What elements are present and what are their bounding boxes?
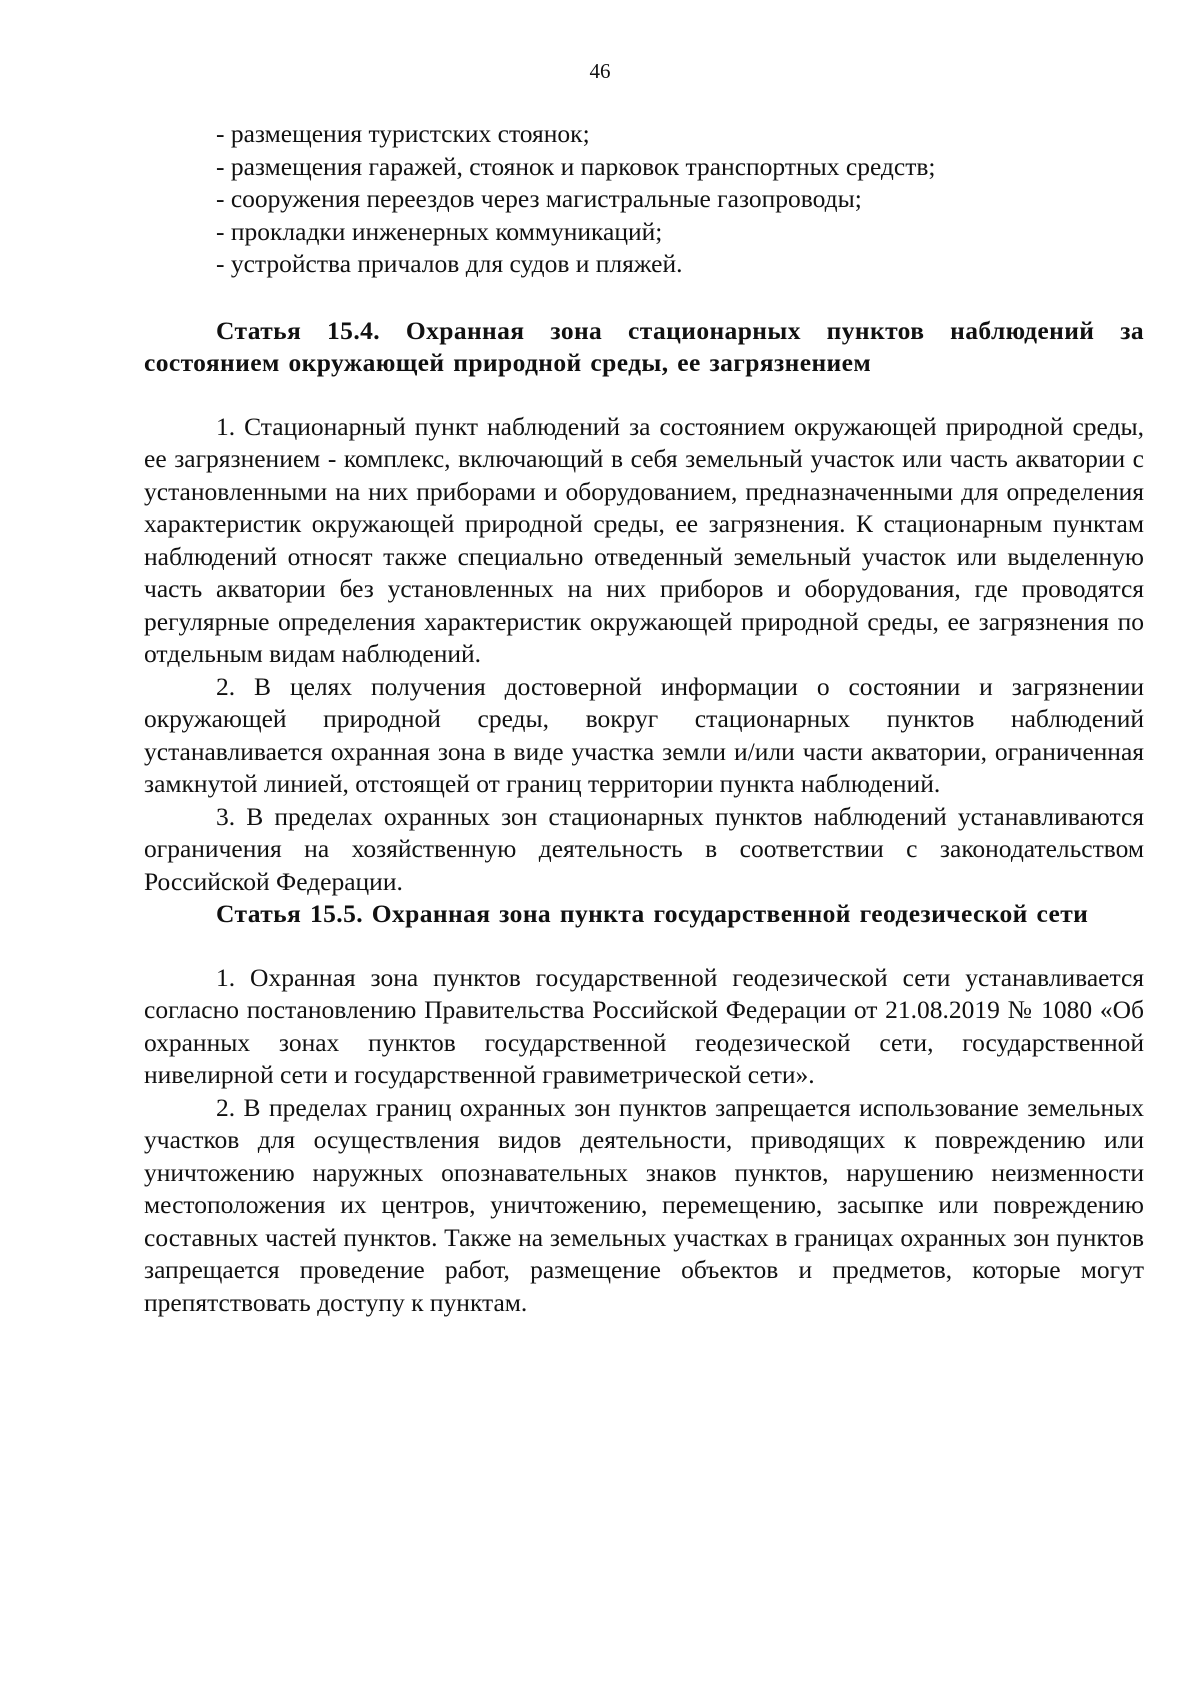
- list-item: - сооружения переездов через магистральные газопроводы;: [216, 184, 862, 213]
- paragraph: 2. В целях получения достоверной информации о состоянии и загрязнении окружающей природной среды, вокруг стационарных пунктов наблюдений устанавливается охранная зона в виде участка земли и/или части акватории, ограниченная замкнутой линией, отстоящей от границ территории пункта наблюдений.: [144, 671, 1144, 798]
- list-item: - размещения туристских стоянок;: [216, 119, 590, 148]
- list-item: - прокладки инженерных коммуникаций;: [216, 216, 663, 246]
- paragraph: 2. В пределах границ охранных зон пунктов запрещается использование земельных участков для осуществления видов деятельности, приводящих к повреждению или уничтожению наружных опознавательных знаков пунктов, нарушению неизменности местоположения их центров, уничтожению, перемещению, засыпке или повреждению составных частей пунктов. Также на земельных участках в границах охранных зон пунктов запрещается проведение работ, размещение объектов и предметов, которые могут препятствовать доступу к пунктам.: [144, 1092, 1144, 1317]
- list-item: - размещения гаражей, стоянок и парковок транспортных средств;: [216, 151, 936, 181]
- page-number: 46: [589, 59, 611, 83]
- paragraph: 1. Стационарный пункт наблюдений за состоянием окружающей природной среды, ее загрязнением - комплекс, включающий в себя земельный участок или часть акватории с установленными на них приборами и оборудованием, предназначенными для определения характеристик окружающей природной среды, ее загрязнения. К стационарным пунктам наблюдений относят также специально отведенный земельный участок или выделенную часть акватории без установленных на них приборов и оборудования, где проводятся регулярные определения характеристик окружающей природной среды, ее загрязнения по отдельным видам наблюдений.: [144, 411, 1144, 668]
- list-item: - устройства причалов для судов и пляжей.: [216, 249, 683, 278]
- article-heading: Статья 15.5. Охранная зона пункта государственной геодезической сети: [216, 899, 1089, 928]
- paragraph: 1. Охранная зона пунктов государственной геодезической сети устанавливается согласно постановлению Правительства Российской Федерации от 21.08.2019 № 1080 «Об охранных зонах пунктов государственной геодезической сети, государственной нивелирной сети и государственной гравиметрической сети».: [144, 962, 1144, 1089]
- permitted-uses-list: [144, 118, 1144, 281]
- article-15-5: [144, 898, 1144, 1319]
- article-15-4: [144, 315, 1144, 899]
- document-body: [144, 118, 1144, 1319]
- paragraph: 3. В пределах охранных зон стационарных пунктов наблюдений устанавливаются ограничения на хозяйственную деятельность в соответствии с законодательством Российской Федерации.: [144, 801, 1144, 896]
- article-heading: Статья 15.4. Охранная зона стационарных пунктов наблюдений за состоянием окружающей природной среды, ее загрязнением: [144, 315, 1144, 377]
